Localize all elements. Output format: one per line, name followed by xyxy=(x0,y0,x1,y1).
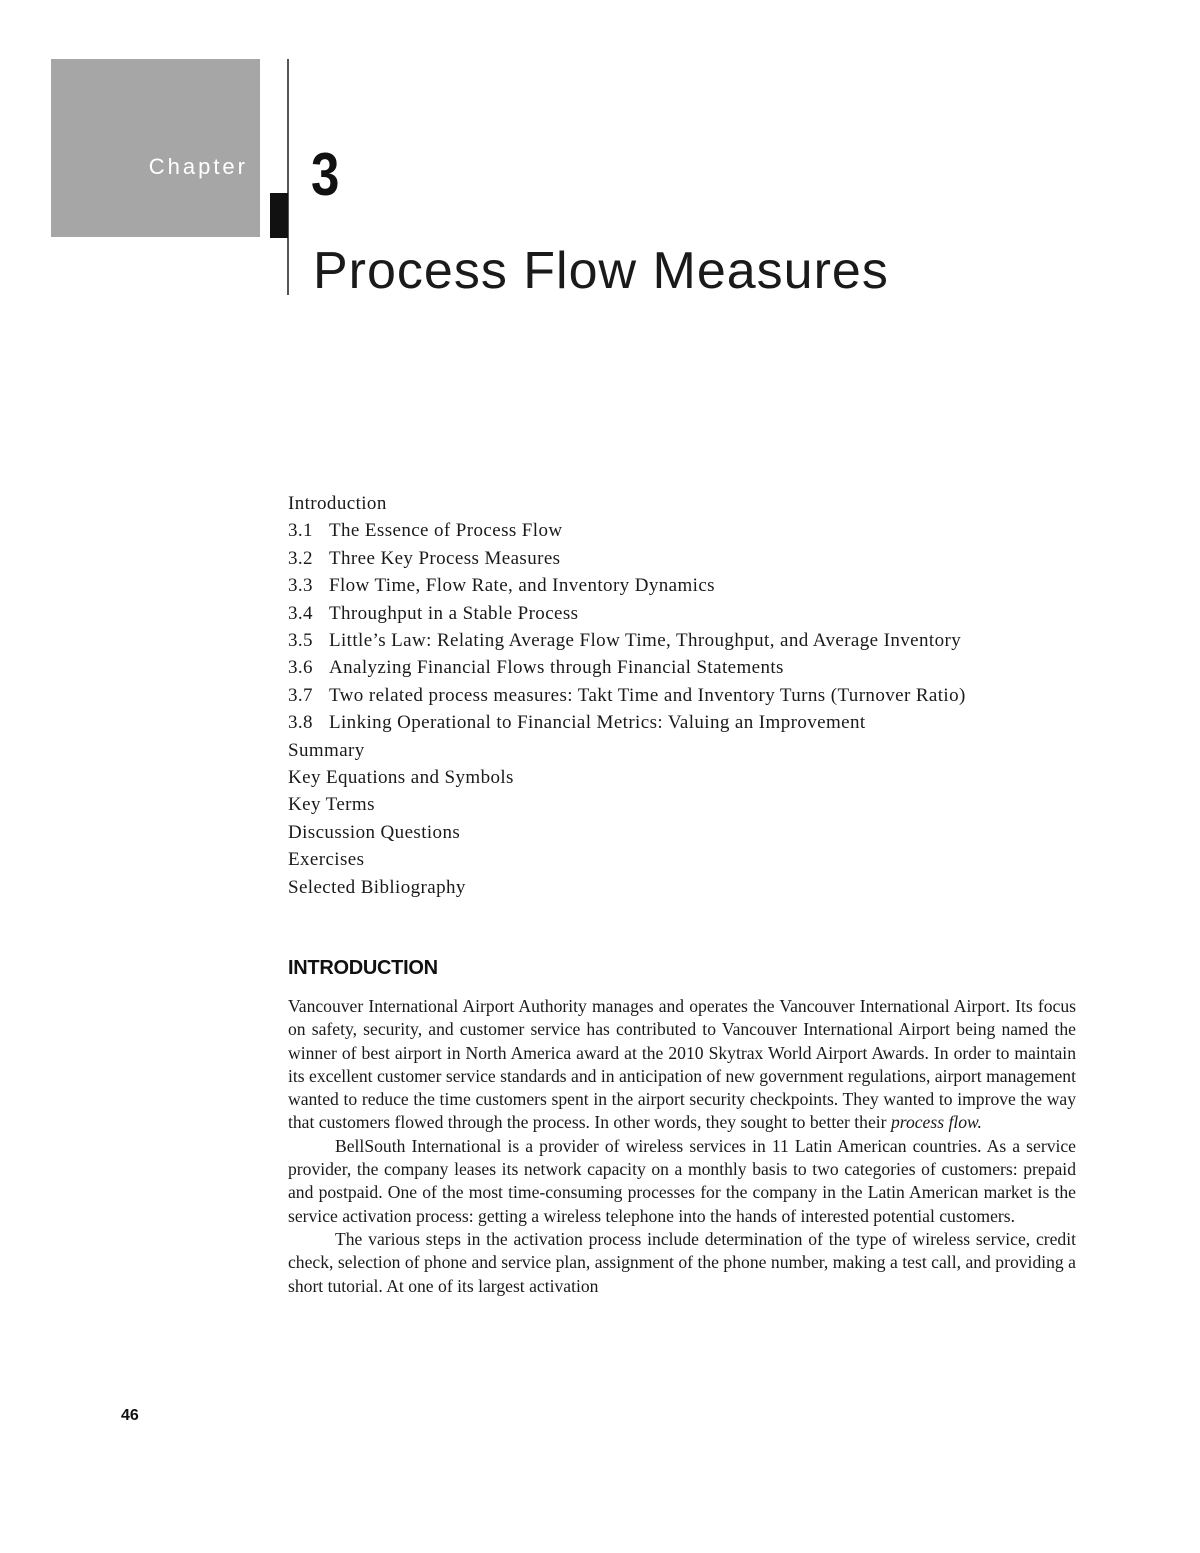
toc-item-text: Key Equations and Symbols xyxy=(288,767,514,789)
toc-item-number: 3.7 xyxy=(288,684,313,706)
toc-item-number: 3.4 xyxy=(288,602,313,624)
toc-item-text: Two related process measures: Takt Time and Inventory Turns (Turnover Ratio) xyxy=(329,684,966,706)
paragraph: The various steps in the activation process include determination of the type of wireless service, credit check, selection of phone and service plan, assignment of the phone number, making a test call, and providing a short tutorial. At one of its largest activation xyxy=(288,1228,1076,1296)
toc-item xyxy=(288,709,966,736)
chapter-label: Chapter xyxy=(148,154,248,179)
toc-item-text: Introduction xyxy=(288,493,387,514)
toc-item xyxy=(288,600,966,627)
toc-item xyxy=(288,490,966,517)
toc-item-text: Selected Bibliography xyxy=(288,876,466,898)
toc-item-text: The Essence of Process Flow xyxy=(329,520,563,542)
toc-item-text: Analyzing Financial Flows through Financial Statements xyxy=(329,657,784,679)
toc-item xyxy=(288,627,966,654)
toc-item xyxy=(288,791,966,818)
toc-item-number: 3.6 xyxy=(288,657,313,679)
toc-item xyxy=(288,764,966,791)
toc-item xyxy=(288,545,966,572)
toc-item-text: Summary xyxy=(288,739,365,761)
paragraph-text: Vancouver International Airport Authority manages and operates the Vancouver International Airport. Its focus on safety, security, and customer service has contributed to Vancouver International Airport being named the winner of best airport in North America award at the 2010 Skytrax World Airport Awards. In order to maintain its excellent customer service standards and in anticipation of new government regulations, airport management wanted to reduce the time customers spent in the airport security checkpoints. They wanted to improve the way that customers flowed through the process. In other words, they sought to better their xyxy=(288,996,1076,1133)
chapter-label-box xyxy=(51,59,260,237)
toc-item-text: Key Terms xyxy=(288,794,375,816)
chapter-title: Process Flow Measures xyxy=(313,242,889,300)
section-heading: INTRODUCTION xyxy=(288,957,438,979)
toc-item-text: Little’s Law: Relating Average Flow Time, Throughput, and Average Inventory xyxy=(329,630,962,652)
toc-item xyxy=(288,517,966,544)
toc-item-text: Linking Operational to Financial Metrics: Valuing an Improvement xyxy=(329,712,866,734)
chapter-rule-block xyxy=(270,193,288,238)
toc-item-number: 3.8 xyxy=(288,712,313,734)
chapter-number: 3 xyxy=(311,141,340,208)
toc-item xyxy=(288,654,966,681)
toc-item-number: 3.1 xyxy=(288,520,313,542)
introduction-body xyxy=(288,995,1076,1298)
toc-item xyxy=(288,846,966,873)
toc-item-text: Flow Time, Flow Rate, and Inventory Dynamics xyxy=(329,575,715,597)
page-number: 46 xyxy=(121,1407,139,1424)
toc-item-text: Discussion Questions xyxy=(288,821,461,843)
toc-item-number: 3.5 xyxy=(288,630,313,652)
toc-item-number: 3.3 xyxy=(288,575,313,597)
toc-item xyxy=(288,737,966,764)
table-of-contents xyxy=(288,490,966,901)
toc-item xyxy=(288,874,966,901)
toc-item xyxy=(288,682,966,709)
paragraph: BellSouth International is a provider of wireless services in 11 Latin American countries. As a service provider, the company leases its network capacity on a monthly basis to two categories of customers: prepaid and postpaid. One of the most time-consuming processes for the company in the Latin American market is the service activation process: getting a wireless telephone into the hands of interested potential customers. xyxy=(288,1135,1076,1226)
toc-item-text: Throughput in a Stable Process xyxy=(329,602,579,624)
paragraph xyxy=(288,995,1076,1135)
chapter-rule xyxy=(287,59,289,295)
toc-item-text: Exercises xyxy=(288,849,365,871)
emphasized-term: process flow. xyxy=(890,1112,982,1133)
toc-item xyxy=(288,819,966,846)
toc-item xyxy=(288,572,966,599)
toc-item-number: 3.2 xyxy=(288,547,313,569)
toc-item-text: Three Key Process Measures xyxy=(329,547,561,569)
